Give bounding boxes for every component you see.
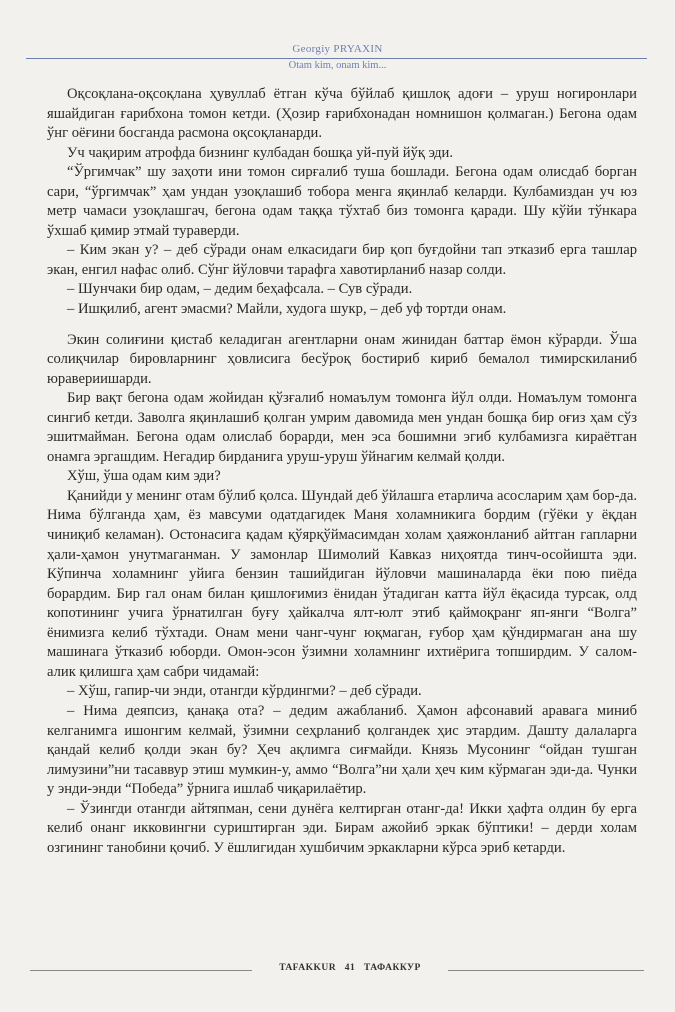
paragraph: “Ўргимчак” шу заҳоти ини томон сирғалиб туша бошлади. Бегона одам олисдаб борган сари, “ўргимчак” ҳам ундан узоқлашиб тобора менга яқинлаб келарди. Кулбамиздан уч юз метр чамаси узоқлашгач, бегона одам таққа тўхтаб биз томонга қаради. Шу кўйи тўнкара ўхшаб қимир этмай тураверди.	[47, 164, 637, 239]
paragraph: Оқсоқлана-оқсоқлана ҳувуллаб ётган кўча бўйлаб қишлоқ адоғи – уруш ногиронлари яшайдиган ғарибхона томон кетди. (Ҳозир ғарибхонадан номнишон қолмаган.) Бегона одам ўнг оёғини босганда расмона оқсоқланарди.	[47, 86, 637, 142]
paragraph: Бир вақт бегона одам жойидан қўзғалиб номаълум томонга йўл олди. Номаълум томонга сингиб кетди. Заволга яқинлашиб қолган умрим давомида мен ундан бошқа бир оғиз ҳам сўз эшитмайман. Бегона одам олислаб борарди, мен эса бошимни эгиб кулбамизга кираётган онамга эргашдим. Негадир бирданига уруш-уруш ўйнагим келмай қолди.	[47, 390, 637, 465]
footer-left-label: TAFAKKUR	[279, 963, 337, 973]
paragraph: – Шунчаки бир одам, – дедим беҳафсала. – Сув сўради.	[67, 281, 413, 298]
running-header-title: Otam kim, onam kim...	[288, 60, 387, 71]
page-number: 41	[344, 963, 356, 973]
header-rule	[26, 58, 647, 59]
footer-rule-right	[448, 970, 644, 971]
paragraph: – Ўзингди отангди айтяпман, сени дунёга келтирган отанг-да! Икки ҳафта олдин бу ерга келиб онанг икковингни суриштирган эди. Бирам ажойиб эркак бўптики! – дерди холам озгининг танобини қочиб. У ёшлигидан хушбичим эркакларни кўрса эриб кетарди.	[47, 800, 637, 856]
page-footer	[0, 963, 675, 977]
footer-rule-left	[30, 970, 252, 971]
paragraph: – Хўш, гапир-чи энди, отангди кўрдингми? – деб сўради.	[67, 683, 422, 700]
footer-text	[252, 963, 448, 973]
paragraph: – Нима деяпсиз, қанақа ота? – дедим ажабланиб. Ҳамон афсонавий аравага миниб келганимга ишонгим келмай, ўзимни сеҳрланиб қолгандек ҳис этардим. Дашту далаларга қандай келиб қолди экан бу? Ҳеч ақлимга сиғмайди. Князь Мусонинг “ойдан тушган лимузини”ни тасаввур этиш мумкин-у, аммо “Волга”ни ҳали ҳеч ким кўрмаган эди-да. Чунки у энди-энди “Победа” ўрнига ишлаб чиқарилаётир.	[47, 702, 637, 798]
paragraph: Қанийди у менинг отам бўлиб қолса. Шундай деб ўйлашга етарлича асосларим ҳам бор-да. Нима бўлганда ҳам, ёз мавсуми одатдагидек Маня холамникига бордим (гўёки у ёқдан чиниқиб келаман). Остонасига қадам қўярқўймасимдан холам ҳаяжонланиб айтган гапларни ҳали-ҳамон унутмаганман. У замонлар Шимолий Кавказ ниҳоятда тинч-осойишта эди. Кўпинча холамнинг уйига бензин ташийдиган йўловчи машиналарда ёки пою пиёда борардим. Бир гал онам билан қишлоғимиз ёнидан ўтадиган катта йўл ёқасида турсак, олд копотининг учига ўрнатилган буғу ҳайкалча ялт-юлт этиб қаймоқранг яп-янги “Волга” ёнимизга келиб тўхтади. Онам мени чанг-чунг юқмаган, ғубор ҳам қўндирмаган ана шу машинага ўтказиб юборди. Омон-эсон ўзимни холамнинг ихтиёрига топширдим. У салом-алик қилишга ҳам сабри чидамай:	[47, 487, 637, 680]
paragraph: Хўш, ўша одам ким эди?	[67, 468, 221, 485]
body-text	[47, 85, 637, 858]
running-header-author: Georgiy PRYAXIN	[292, 43, 383, 55]
paragraph: Уч чақирим атрофда бизнинг кулбадан бошқа уй-пуй йўқ эди.	[67, 144, 454, 161]
paragraph: – Ким экан у? – деб сўради онам елкасидаги бир қоп буғдойни тап этказиб ерга ташлар экан, енгил нафас олиб. Сўнг йўловчи тарафга хавотирланиб назар солди.	[47, 242, 637, 278]
paragraph: Экин солиғини қистаб келадиган агентларни онам жинидан баттар ёмон кўрарди. Ўша солиқчилар бировларнинг ҳовлисига бесўроқ бостириб кириб бемалол тимирскиланиб юравериишарди.	[47, 331, 637, 387]
paragraph: – Ишқилиб, агент эмасми? Майли, худога шукр, – деб уф тортди онам.	[67, 301, 507, 318]
footer-right-label: ТАФАККУР	[363, 963, 421, 973]
